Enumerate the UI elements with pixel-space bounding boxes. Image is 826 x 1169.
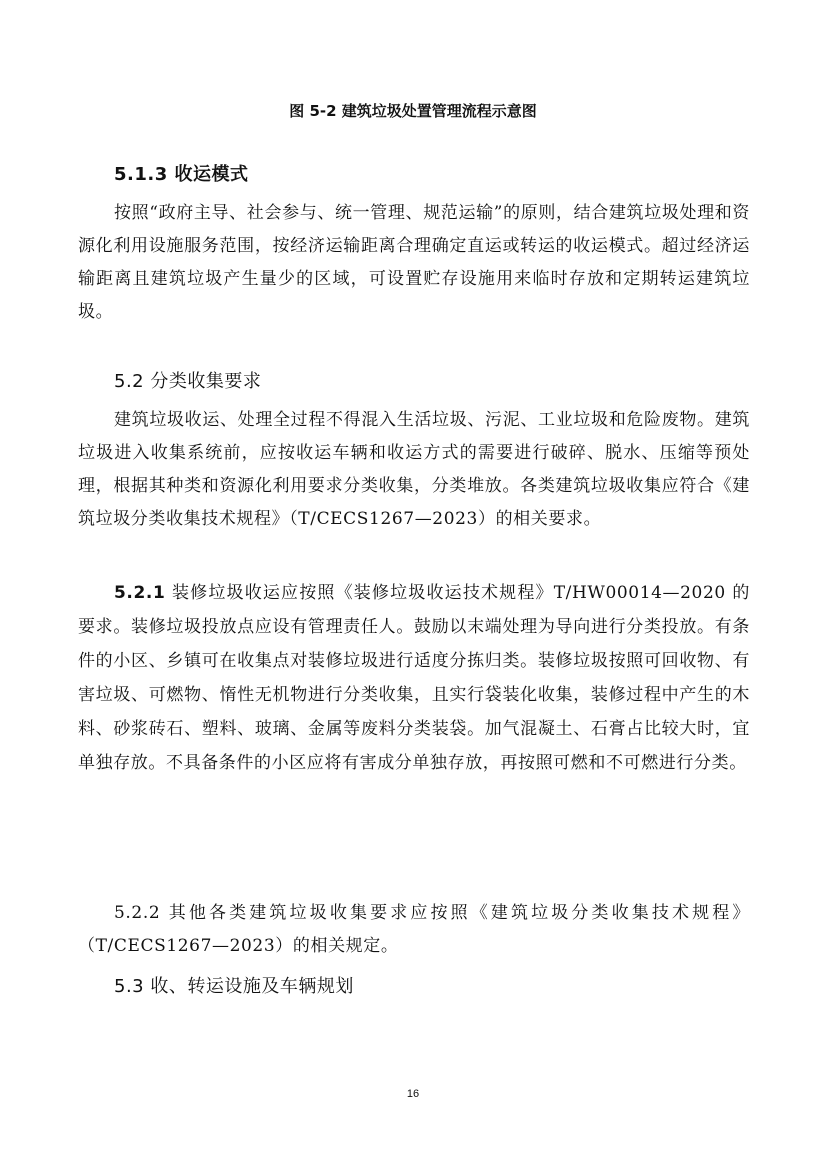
clause-body-5-2-1: 装修垃圾收运应按照《装修垃圾收运技术规程》T/HW00014—2020 的要求。装修垃圾投放点应设有管理责任人。鼓励以末端处理为导向进行分类投放。有条件的小区、乡镇可在收集点对装修垃圾进行适度分拣归类。装修垃圾按照可回收物、有害垃圾、可燃物、惰性无机物进行分类收集，且实行袋装化收集，装修过程中产生的木料、砂浆砖石、塑料、玻璃、金属等废料分类装袋。加气混凝土、石膏占比较大时，宜单独存放。不具备条件的小区应将有害成分单独存放，再按照可燃和不可燃进行分类。 — [78, 583, 750, 773]
paragraph-5-2-2: 5.2.2 其他各类建筑垃圾收集要求应按照《建筑垃圾分类收集技术规程》（T/CECS1267—2023）的相关规定。 — [78, 903, 750, 956]
paragraph-5-2: 建筑垃圾收运、处理全过程不得混入生活垃圾、污泥、工业垃圾和危险废物。建筑垃圾进入收集系统前，应按收运车辆和收运方式的需要进行破碎、脱水、压缩等预处理，根据其种类和资源化利用要求分类收集，分类堆放。各类建筑垃圾收集应符合《建筑垃圾分类收集技术规程》（T/CECS1267—2023）的相关要求。 — [78, 410, 750, 529]
figure-caption: 图 5-2 建筑垃圾处置管理流程示意图 — [289, 102, 537, 120]
clause-number-5-2-1: 5.2.1 — [114, 583, 166, 603]
paragraph-5-1-3: 按照“政府主导、社会参与、统一管理、规范运输”的原则，结合建筑垃圾处理和资源化利用设施服务范围，按经济运输距离合理确定直运或转运的收运模式。超过经济运输距离且建筑垃圾产生量少的区域，可设置贮存设施用来临时存放和定期转运建筑垃圾。 — [78, 203, 750, 322]
section-heading-5-3: 5.3 收、转运设施及车辆规划 — [114, 976, 354, 997]
page-number: 16 — [406, 1088, 420, 1100]
section-heading-5-2: 5.2 分类收集要求 — [114, 371, 262, 392]
section-heading-5-1-3: 5.1.3 收运模式 — [114, 164, 249, 185]
paragraph-5-2-1 — [78, 576, 750, 780]
